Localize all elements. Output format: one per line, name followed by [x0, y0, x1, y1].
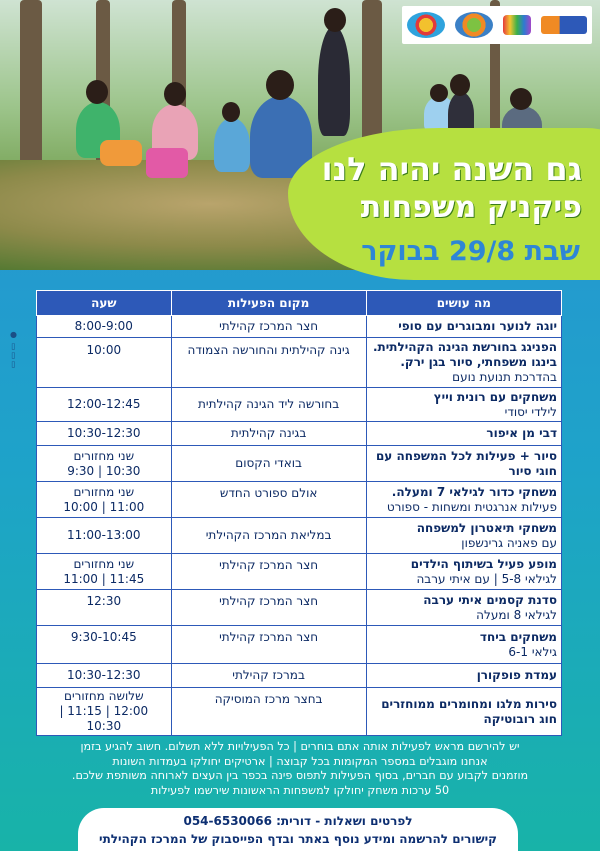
activity-cell [366, 590, 561, 626]
time-cell: 9:30-10:45 [37, 626, 172, 664]
activity-cell [366, 388, 561, 422]
table-row [37, 482, 562, 518]
activity-name: סיור + פעילות לכל המשפחה עם חוגי סיור [375, 448, 557, 478]
side-stamp: ● ▯▯▯ [9, 330, 18, 369]
location-cell: בחצר מרכז המוסיקה [171, 688, 366, 736]
person-head [164, 82, 186, 106]
location-cell: חצר המרכז קהילתי [171, 554, 366, 590]
table-row [37, 388, 562, 422]
time-slots: 11:00 | 10:00 [63, 499, 145, 514]
location-cell: בגינה קהילתית [171, 422, 366, 446]
logo-bar [402, 6, 592, 44]
activity-name: דבי מן איפור [486, 426, 557, 440]
note-line: מוזמנים לקבוע עם חברים, בסוף הפעילות לתפוס פינה בכפר בין העצים לארוחה משותפת שלכם. [71, 769, 529, 783]
note-line: אנחנו מוגבלים במספר המקומות בכל קבוצה | ארטיקים יחולקו בעמדות השונות [112, 754, 488, 768]
activity-cell [366, 446, 561, 482]
activity-cell [366, 518, 561, 554]
activity-name: מופע פעיל בשיתוף הילדים [410, 556, 557, 571]
time-slots: 10:30 | 9:30 [67, 463, 141, 478]
person-head [324, 8, 346, 32]
event-date: שבת 29/8 בבוקר [361, 236, 580, 267]
activity-cell [366, 338, 561, 388]
partner-logo [455, 12, 493, 38]
location-cell: גינה קהילתית והחורשה הצמודה [171, 338, 366, 388]
location-cell: במרכז קהילתי [171, 664, 366, 688]
table-row [37, 422, 562, 446]
table-row [37, 626, 562, 664]
header-location: מקום הפעילות [171, 291, 366, 316]
location-cell: במליאת המרכז הקהילתי [171, 518, 366, 554]
note-line: יש להירשם מראש לפעילות אותה אתם בוחרים | כל הפעילויות ללא תשלום. חשוב להגיע בזמן [80, 740, 520, 753]
location-cell: חצר המרכז קהילתי [171, 316, 366, 338]
table-row [37, 688, 562, 736]
header-activity: מה עושים [366, 291, 561, 316]
activity-name: סדנת קסמים איתי ערבה [423, 592, 557, 607]
person-head [86, 80, 108, 104]
activity-sub: עם פאניה גרינשפון [461, 535, 557, 550]
person [214, 118, 250, 172]
table-row [37, 664, 562, 688]
table-row [37, 554, 562, 590]
title-line-1: גם השנה יהיה לנו [321, 150, 582, 188]
time-cycles: שני מחזורים [73, 556, 135, 571]
registration-links: קישורים להרשמה ומידע נוסף באתר ובדף הפייסבוק של המרכז הקהילתי [99, 832, 497, 846]
org-logo [541, 16, 587, 34]
time-cell: 11:00-13:00 [37, 518, 172, 554]
activity-cell [366, 316, 561, 338]
contact-box [78, 808, 518, 851]
table-row [37, 338, 562, 388]
time-cell [37, 482, 172, 518]
activity-name: עמדת פופקורן [476, 668, 557, 682]
time-cell: 12:00-12:45 [37, 388, 172, 422]
activity-cell [366, 626, 561, 664]
community-logo [407, 12, 445, 38]
activity-sub: לגילאי 5-8 | עם איתי ערבה [416, 571, 557, 586]
colorful-logo [503, 15, 531, 35]
orange-bag [100, 140, 142, 166]
time-cell: 12:30 [37, 590, 172, 626]
activity-sub: לגילאי 8 ומעלה [476, 607, 557, 622]
activity-name: יוגה לנוער ומבוגרים עם סופי [398, 319, 557, 333]
time-cell [37, 688, 172, 736]
table-row [37, 446, 562, 482]
pink-bag [146, 148, 188, 178]
person-head [266, 70, 294, 100]
header-time: שעה [37, 291, 172, 316]
activity-sub: גילאי 6-1 [508, 644, 557, 659]
table-row [37, 316, 562, 338]
note-line: 50 ערכות משחק יחולקו למשפחות הראשונות שירשמו לפעילות [150, 783, 450, 797]
time-cell [37, 446, 172, 482]
location-cell: בחורשה ליד הגינה קהילתית [171, 388, 366, 422]
person [318, 26, 350, 136]
activity-name: סירות מלגו ומחומרים ממוחזרים [381, 696, 557, 711]
notes-block [16, 740, 584, 798]
activity-name: משחקים ביחד [479, 629, 557, 644]
activity-name: משחקי כדור לגילאי 7 ומעלה. [391, 484, 557, 499]
time-cell: 10:00 [37, 338, 172, 388]
location-cell: אולם ספורט החדש [171, 482, 366, 518]
table-header-row [37, 291, 562, 316]
person-head [510, 88, 532, 110]
activity-sub: פעילות אנרגטית ומשחות - ספורט [386, 499, 557, 514]
time-cell [37, 554, 172, 590]
activity-name: משחקים עם רונית וייץ [433, 389, 557, 404]
activity-cell [366, 554, 561, 590]
activity-name: משחקי תיאטרון למשפחה [416, 520, 557, 535]
location-cell: חצר המרכז קהילתי [171, 626, 366, 664]
activity-cell [366, 422, 561, 446]
activity-name: הפניגג בחורשת הגינה הקהילתית. בינגו משפחתי, סיור בגן ירק. [373, 340, 557, 369]
person-head [430, 84, 448, 102]
activity-cell [366, 664, 561, 688]
activity-sub: לילדי יסודי [504, 404, 557, 419]
time-slots: 11:45 | 11:00 [63, 571, 145, 586]
activity-cell [366, 688, 561, 736]
table-row [37, 590, 562, 626]
time-cycles: שני מחזורים [73, 484, 135, 499]
schedule-table [36, 290, 562, 736]
table-row [37, 518, 562, 554]
activity-sub: בהדרכת תנועת נועם [452, 370, 557, 384]
time-cell: 10:30-12:30 [37, 422, 172, 446]
time-cycles: שני מחזורים [73, 448, 135, 463]
location-cell: חצר המרכז קהילתי [171, 590, 366, 626]
time-slots: 12:00 | 11:15 | 10:30 [59, 704, 149, 733]
time-cycles: שלושה מחזורים [64, 689, 144, 703]
time-cell: 10:30-12:30 [37, 664, 172, 688]
activity-cell [366, 482, 561, 518]
person-head [450, 74, 470, 96]
location-cell: בואדי הקסום [171, 446, 366, 482]
time-cell: 8:00-9:00 [37, 316, 172, 338]
title-line-2: פיקניק משפחות [360, 190, 582, 225]
activity-sub: חוג רובוטיקה [483, 711, 557, 726]
person-head [222, 102, 240, 122]
contact-phone: לפרטים ושאלות - דורית: 054-6530066 [183, 814, 413, 828]
